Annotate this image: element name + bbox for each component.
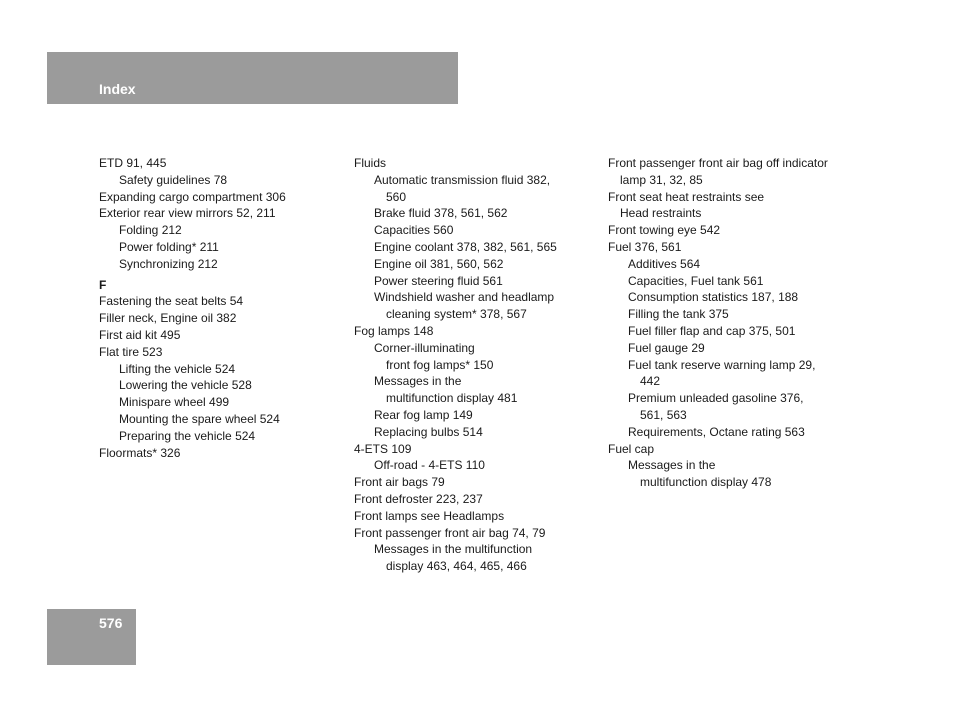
index-subentry: multifunction display 478 [640, 475, 772, 490]
index-subentry: Messages in the multifunction [374, 542, 533, 557]
index-letter-heading: F [99, 277, 107, 292]
index-subentry: Automatic transmission fluid 382, [374, 172, 551, 187]
index-subentry: Off-road - 4-ETS 110 [374, 458, 485, 473]
index-subentry: Lowering the vehicle 528 [119, 378, 252, 393]
index-subentry: Replacing bulbs 514 [374, 424, 483, 439]
index-subentry: Minispare wheel 499 [119, 395, 230, 410]
index-column-1 [99, 155, 286, 461]
index-subentry: 560 [386, 189, 407, 204]
index-entry: Fastening the seat belts 54 [99, 294, 244, 309]
index-subentry: Preparing the vehicle 524 [119, 428, 256, 443]
index-entry: Expanding cargo compartment 306 [99, 189, 286, 204]
index-subentry: Capacities, Fuel tank 561 [628, 273, 764, 288]
index-subentry: Engine oil 381, 560, 562 [374, 256, 504, 271]
index-entry: Fuel cap [608, 441, 655, 456]
index-entry: Exterior rear view mirrors 52, 211 [99, 206, 276, 221]
index-column-2 [354, 155, 557, 575]
index-subentry: Brake fluid 378, 561, 562 [374, 206, 508, 221]
index-subentry: Safety guidelines 78 [119, 172, 228, 187]
index-subentry: Messages in the [374, 374, 462, 389]
header-bar [47, 52, 458, 104]
index-subentry: Corner-illuminating [374, 340, 475, 355]
index-subentry: 442 [640, 374, 661, 389]
index-entry: Front passenger front air bag off indicator [608, 156, 828, 170]
index-subentry: display 463, 464, 465, 466 [386, 559, 527, 574]
index-entry: 4-ETS 109 [354, 441, 412, 456]
index-entry: Front towing eye 542 [608, 223, 721, 238]
index-subentry: 561, 563 [640, 407, 687, 422]
index-subentry: Fuel filler flap and cap 375, 501 [628, 323, 796, 338]
index-subentry: Lifting the vehicle 524 [119, 361, 236, 376]
index-subentry: Rear fog lamp 149 [374, 407, 473, 422]
index-entry: Front seat heat restraints see [608, 189, 765, 204]
index-entry: Front lamps see Headlamps [354, 508, 505, 523]
index-subentry: lamp 31, 32, 85 [620, 172, 703, 187]
index-subentry: multifunction display 481 [386, 391, 518, 406]
index-entry: Front air bags 79 [354, 475, 445, 490]
index-entry: Filler neck, Engine oil 382 [99, 311, 237, 326]
index-subentry: Requirements, Octane rating 563 [628, 424, 805, 439]
index-entry: Flat tire 523 [99, 344, 163, 359]
index-subentry: Premium unleaded gasoline 376, [628, 391, 804, 406]
page-title: Index [99, 81, 136, 97]
index-subentry: Fuel tank reserve warning lamp 29, [628, 357, 816, 372]
index-entry: Floormats* 326 [99, 445, 181, 460]
index-subentry: Power steering fluid 561 [374, 273, 503, 288]
index-column-3 [608, 155, 828, 491]
index-entry: Fuel 376, 561 [608, 239, 682, 254]
index-subentry: Additives 564 [628, 256, 701, 271]
footer-bar [47, 609, 136, 665]
index-entry: ETD 91, 445 [99, 156, 167, 170]
index-subentry: Windshield washer and headlamp [374, 290, 555, 305]
index-subentry: front fog lamps* 150 [386, 357, 494, 372]
index-subentry: Power folding* 211 [119, 239, 219, 254]
index-subentry: Consumption statistics 187, 188 [628, 290, 799, 305]
index-subentry: cleaning system* 378, 567 [386, 307, 527, 322]
index-subentry: Filling the tank 375 [628, 307, 729, 322]
index-subentry: Messages in the [628, 458, 716, 473]
index-entry: Fluids [354, 156, 387, 170]
index-subentry: Fuel gauge 29 [628, 340, 705, 355]
index-entry: Front defroster 223, 237 [354, 491, 483, 506]
page-number: 576 [99, 615, 123, 631]
index-subentry: Synchronizing 212 [119, 256, 218, 271]
index-subentry: Folding 212 [119, 223, 182, 238]
index-entry: Front passenger front air bag 74, 79 [354, 525, 546, 540]
index-subentry: Engine coolant 378, 382, 561, 565 [374, 239, 557, 254]
index-subentry: Mounting the spare wheel 524 [119, 411, 280, 426]
index-subentry: Capacities 560 [374, 223, 454, 238]
index-entry: First aid kit 495 [99, 327, 181, 342]
index-entry: Fog lamps 148 [354, 323, 434, 338]
index-subentry: Head restraints [620, 206, 702, 221]
